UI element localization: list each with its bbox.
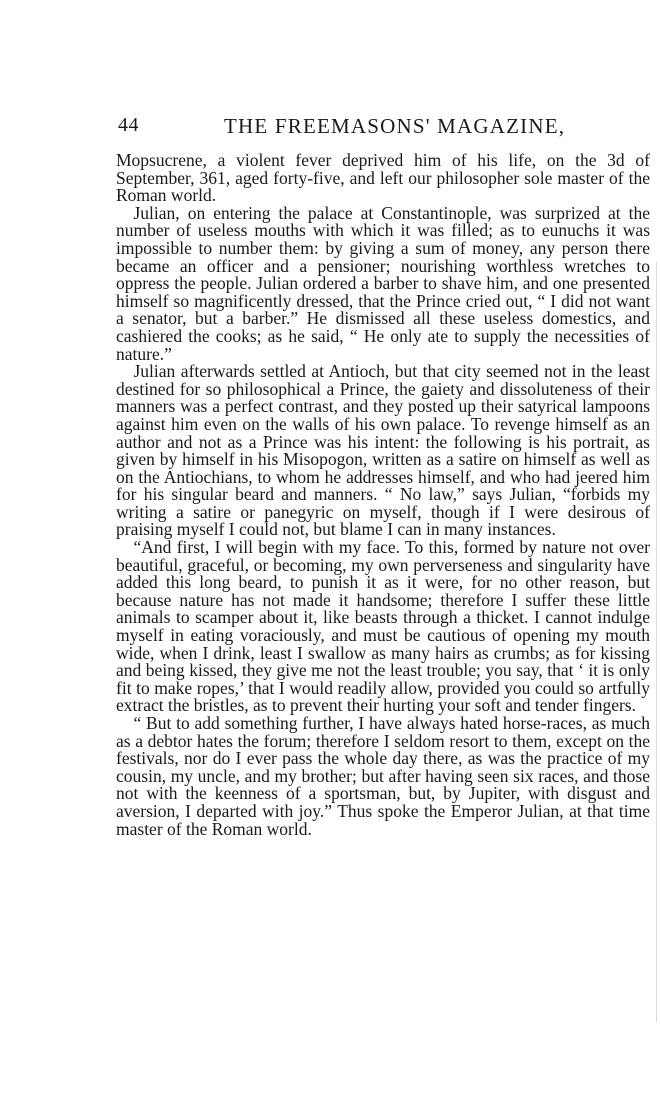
paragraph: Mopsucrene, a violent fever deprived him of his life, on the 3d of September, 361, aged forty-five, and left our philosopher sole master of the Roman world.	[116, 150, 650, 206]
paragraph: “And first, I will begin with my face. To this, formed by nature not over beautiful, graceful, or becoming, my own perverseness and singularity have added this long beard, to punish it as it were, for no other reason, but because nature has not made it handsome; therefore I suffer these little animals to scamper about it, like beasts through a thicket. I cannot indulge myself in eating voraciously, and must be cautious of opening my mouth wide, when I drink, least I swallow as many hairs as crumbs; as for kissing and being kissed, they give me not the least trouble; you say, that ‘ it is only fit to make ropes,’ that I would readily allow, provided you could so artfully extract the bristles, as to prevent their hurting your soft and tender fingers.	[116, 537, 650, 716]
paragraph: Julian, on entering the palace at Constantinople, was surprized at the number of useless mouths with which it was filled; as to eunuchs it was impossible to number them: by giving a sum of money, any person there became an officer and a pensioner; nourishing worthless wretches to oppress the people. Julian ordered a barber to shave him, and one presented himself so magnificently dressed, that the Prince cried out, “ I did not want a senator, but a barber.” He dismissed all these useless domestics, and cashiered the cooks; as he said, “ He only ate to supply the necessities of nature.”	[116, 202, 650, 364]
page-header	[118, 114, 638, 142]
page-number: 44	[118, 114, 139, 136]
running-title: THE FREEMASONS' MAGAZINE,	[224, 114, 566, 138]
page-edge-line	[656, 262, 657, 1022]
article-body	[116, 152, 650, 838]
paragraph: “ But to add something further, I have always hated horse-races, as much as a debtor hates the forum; therefore I seldom resort to them, except on the festivals, nor do I ever pass the whole day there, as was the practice of my cousin, my uncle, and my brother; but after having seen six races, and those not with the keenness of a sportsman, but, by Jupiter, with disgust and aversion, I departed with joy.” Thus spoke the Emperor Julian, at that time master of the Roman world.	[116, 713, 650, 839]
paragraph: Julian afterwards settled at Antioch, but that city seemed not in the least destined for so philosophical a Prince, the gaiety and dissoluteness of their manners was a perfect contrast, and they posted up their satyrical lampoons against him even on the walls of his own palace. To revenge himself as an author and not as a Prince was his intent: the following is his portrait, as given by himself in his Misopogon, written as a satire on himself as well as on the Antiochians, to whom he addresses himself, and who had jeered him for his singular beard and manners. “ No law,” says Julian, “forbids my writing a satire or panegyric on myself, though if I were desirous of praising myself I could not, but blame I can in many instances.	[116, 361, 650, 540]
